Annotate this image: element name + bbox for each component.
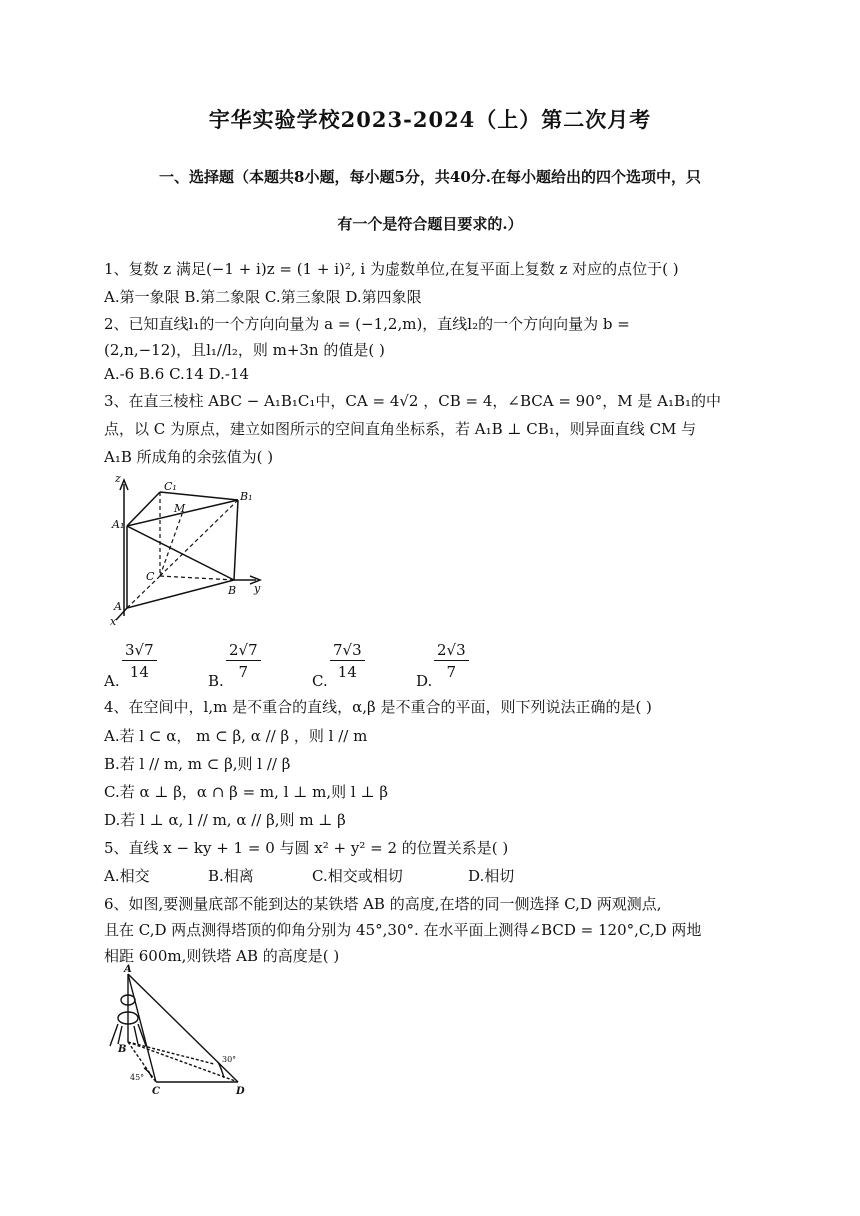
q3-option-c-numerator: 7√3 [330,641,365,661]
q3-label-b: B [228,584,237,597]
q6-label-angle-30: 30° [222,1055,237,1064]
q3-option-c-denominator: 14 [337,663,357,681]
q3-option-a-denominator: 14 [129,663,149,681]
q4-option-b: B.若 l // m, m ⊂ β,则 l // β [104,755,291,773]
q6-stem-line2: 且在 C,D 两点测得塔顶的仰角分别为 45°,30°. 在水平面上测得∠BCD = 120°,C,D 两地 [104,921,702,939]
q3-option-d-letter: D. [416,672,433,690]
q3-option-a-letter: A. [104,672,120,690]
q3-label-c1: C₁ [164,480,177,493]
q2-options: A.-6 B.6 C.14 D.-14 [104,365,250,383]
q4-stem: 4、在空间中，l,m 是不重合的直线，α,β 是不重合的平面，则下列说法正确的是( ) [104,698,652,716]
q3-label-x: x [110,615,117,628]
section-header-line1: 一、选择题（本题共8小题，每小题5分，共40分.在每小题给出的四个选项中，只 [159,168,701,186]
q4-option-c: C.若 α ⊥ β，α ∩ β = m, l ⊥ m,则 l ⊥ β [104,783,389,801]
q3-label-m: M [174,502,186,515]
q3-option-b-letter: B. [208,672,224,690]
q3-stem-line1: 3、在直三棱柱 ABC − A₁B₁C₁中，CA = 4√2 ，CB = 4，∠BCA = 90°，M 是 A₁B₁的中 [104,392,722,410]
q5-option-c: C.相交或相切 [312,867,403,885]
q6-tower-figure [104,964,254,1098]
q3-option-d-fraction [434,641,469,681]
q5-option-a: A.相交 [104,867,150,885]
q3-option-c-fraction [330,641,365,681]
exam-title: 宇华实验学校2023-2024（上）第二次月考 [208,107,652,132]
q3-label-y: y [254,582,261,595]
q3-stem-line3: A₁B 所成角的余弦值为( ) [104,448,274,466]
q4-option-a: A.若 l ⊂ α， m ⊂ β, α // β ，则 l // m [104,727,368,745]
q3-option-c-letter: C. [312,672,328,690]
q3-label-z: z [115,472,121,485]
q6-stem-line3: 相距 600m,则铁塔 AB 的高度是( ) [104,947,340,965]
q3-option-d-denominator: 7 [446,663,457,681]
q3-label-c: C [146,570,155,583]
q1-options: A.第一象限 B.第二象限 C.第三象限 D.第四象限 [104,288,422,306]
q1-stem: 1、复数 z 满足(−1 + i)z = (1 + i)², i 为虚数单位,在复平面上复数 z 对应的点位于( ) [104,260,679,278]
section-header-line2: 有一个是符合题目要求的.） [337,215,523,233]
q3-label-a: A [114,600,122,613]
q6-label-angle-45: 45° [130,1073,145,1082]
q3-option-b-fraction [226,641,261,681]
q3-option-a-fraction [122,641,157,681]
q6-stem-line1: 6、如图,要测量底部不能到达的某铁塔 AB 的高度,在塔的同一侧选择 C,D 两观测点, [104,895,662,913]
q6-label-a: A [124,964,132,975]
q6-label-c: C [152,1086,160,1097]
q2-stem-line2: (2,n,−12)，且l₁//l₂，则 m+3n 的值是( ) [104,341,385,359]
q5-option-b: B.相离 [208,867,254,885]
q3-option-d-numerator: 2√3 [434,641,469,661]
q3-stem-line2: 点，以 C 为原点，建立如图所示的空间直角坐标系，若 A₁B ⊥ CB₁，则异面直线 CM 与 [104,420,697,438]
q6-label-b: B [118,1044,127,1055]
q2-stem-line1: 2、已知直线l₁的一个方向向量为 a = (−1,2,m)，直线l₂的一个方向向量为 b = [104,315,630,333]
q6-label-d: D [236,1086,245,1097]
q5-stem: 5、直线 x − ky + 1 = 0 与圆 x² + y² = 2 的位置关系是( ) [104,839,509,857]
q3-option-b-numerator: 2√7 [226,641,261,661]
q4-option-d: D.若 l ⊥ α, l // m, α // β,则 m ⊥ β [104,811,346,829]
q3-option-b-denominator: 7 [238,663,249,681]
q3-label-b1: B₁ [240,490,253,503]
q3-label-a1: A₁ [112,518,125,531]
q5-option-d: D.相切 [468,867,515,885]
q3-prism-figure [104,468,274,628]
q3-option-a-numerator: 3√7 [122,641,157,661]
